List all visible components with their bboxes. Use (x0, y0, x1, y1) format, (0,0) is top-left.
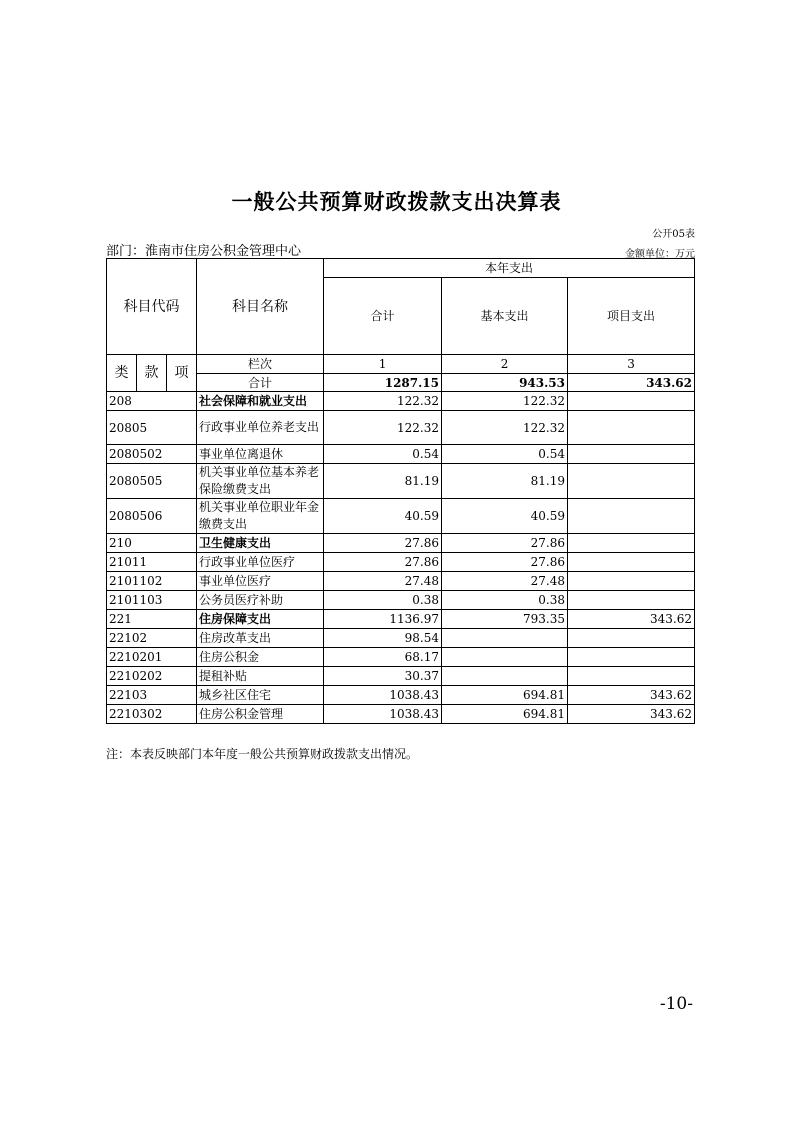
row-basic: 122.32 (442, 411, 568, 445)
department-label: 部门：淮南市住房公积金管理中心 (106, 244, 302, 259)
row-name: 住房保障支出 (197, 610, 324, 629)
table-row (107, 705, 695, 724)
row-basic: 40.59 (442, 499, 568, 534)
header-name: 科目名称 (197, 259, 324, 355)
row-basic: 27.86 (442, 553, 568, 572)
row-basic: 793.35 (442, 610, 568, 629)
row-project (568, 411, 695, 445)
row-name: 行政事业单位医疗 (197, 553, 324, 572)
row-total: 1038.43 (324, 705, 442, 724)
row-total: 81.19 (324, 464, 442, 499)
row-basic: 81.19 (442, 464, 568, 499)
table-row (107, 648, 695, 667)
row-total: 27.48 (324, 572, 442, 591)
row-code: 2101103 (107, 591, 197, 610)
table-row (107, 572, 695, 591)
table-row (107, 591, 695, 610)
row-total: 122.32 (324, 411, 442, 445)
row-basic: 0.38 (442, 591, 568, 610)
row-project: 343.62 (568, 686, 695, 705)
row-total: 30.37 (324, 667, 442, 686)
header-project: 项目支出 (568, 278, 695, 355)
row-total: 27.86 (324, 553, 442, 572)
expenditure-table (106, 258, 695, 724)
row-basic: 0.54 (442, 445, 568, 464)
row-project (568, 464, 695, 499)
table-row (107, 392, 695, 411)
row-basic (442, 667, 568, 686)
summary-total: 1287.15 (324, 374, 442, 392)
row-code: 2210302 (107, 705, 197, 724)
row-name: 社会保障和就业支出 (197, 392, 324, 411)
row-total: 0.38 (324, 591, 442, 610)
row-name: 住房公积金 (197, 648, 324, 667)
row-name: 事业单位医疗 (197, 572, 324, 591)
row-name: 机关事业单位基本养老保险缴费支出 (197, 464, 324, 499)
page-title: 一般公共预算财政拨款支出决算表 (231, 190, 562, 214)
row-project (568, 392, 695, 411)
header-lei: 类 (107, 355, 137, 392)
row-project (568, 572, 695, 591)
row-basic (442, 629, 568, 648)
row-code: 2080505 (107, 464, 197, 499)
row-code: 2101102 (107, 572, 197, 591)
row-name: 住房改革支出 (197, 629, 324, 648)
summary-basic: 943.53 (442, 374, 568, 392)
row-code: 22102 (107, 629, 197, 648)
row-code: 20805 (107, 411, 197, 445)
row-basic: 27.48 (442, 572, 568, 591)
header-column-no: 栏次 (197, 355, 324, 374)
table-row (107, 411, 695, 445)
row-project (568, 553, 695, 572)
row-name: 行政事业单位养老支出 (197, 411, 324, 445)
row-project: 343.62 (568, 705, 695, 724)
footnote: 注：本表反映部门本年度一般公共预算财政拨款支出情况。 (106, 747, 419, 761)
header-col3: 3 (568, 355, 695, 374)
row-code: 2210201 (107, 648, 197, 667)
row-code: 210 (107, 534, 197, 553)
header-total: 合计 (324, 278, 442, 355)
row-basic: 27.86 (442, 534, 568, 553)
row-project (568, 629, 695, 648)
summary-project: 343.62 (568, 374, 695, 392)
header-xiang: 项 (167, 355, 197, 392)
row-code: 22103 (107, 686, 197, 705)
row-project: 343.62 (568, 610, 695, 629)
table-row (107, 464, 695, 499)
header-kuan: 款 (137, 355, 167, 392)
table-row (107, 445, 695, 464)
header-basic: 基本支出 (442, 278, 568, 355)
row-total: 122.32 (324, 392, 442, 411)
row-name: 卫生健康支出 (197, 534, 324, 553)
row-code: 221 (107, 610, 197, 629)
row-name: 提租补贴 (197, 667, 324, 686)
table-row (107, 499, 695, 534)
row-name: 事业单位离退休 (197, 445, 324, 464)
header-code: 科目代码 (107, 259, 197, 355)
row-project (568, 499, 695, 534)
row-name: 住房公积金管理 (197, 705, 324, 724)
row-code: 2080506 (107, 499, 197, 534)
row-name: 城乡社区住宅 (197, 686, 324, 705)
header-group: 本年支出 (324, 259, 695, 278)
row-total: 68.17 (324, 648, 442, 667)
row-total: 98.54 (324, 629, 442, 648)
row-project (568, 534, 695, 553)
header-col1: 1 (324, 355, 442, 374)
table-row (107, 667, 695, 686)
row-code: 2080502 (107, 445, 197, 464)
row-basic: 694.81 (442, 705, 568, 724)
row-code: 21011 (107, 553, 197, 572)
row-total: 0.54 (324, 445, 442, 464)
table-row (107, 686, 695, 705)
form-code: 公开05表 (652, 229, 695, 240)
row-total: 40.59 (324, 499, 442, 534)
table-row (107, 610, 695, 629)
row-project (568, 591, 695, 610)
header-col2: 2 (442, 355, 568, 374)
row-name: 机关事业单位职业年金缴费支出 (197, 499, 324, 534)
row-name: 公务员医疗补助 (197, 591, 324, 610)
page-number: -10- (659, 994, 693, 1014)
row-basic: 122.32 (442, 392, 568, 411)
table-row (107, 534, 695, 553)
summary-label: 合计 (197, 374, 324, 392)
row-project (568, 445, 695, 464)
table-row (107, 629, 695, 648)
row-basic: 694.81 (442, 686, 568, 705)
row-total: 27.86 (324, 534, 442, 553)
table-row (107, 553, 695, 572)
row-code: 208 (107, 392, 197, 411)
unit-label: 金额单位：万元 (625, 249, 695, 260)
row-project (568, 648, 695, 667)
row-total: 1136.97 (324, 610, 442, 629)
row-code: 2210202 (107, 667, 197, 686)
row-project (568, 667, 695, 686)
row-total: 1038.43 (324, 686, 442, 705)
row-basic (442, 648, 568, 667)
